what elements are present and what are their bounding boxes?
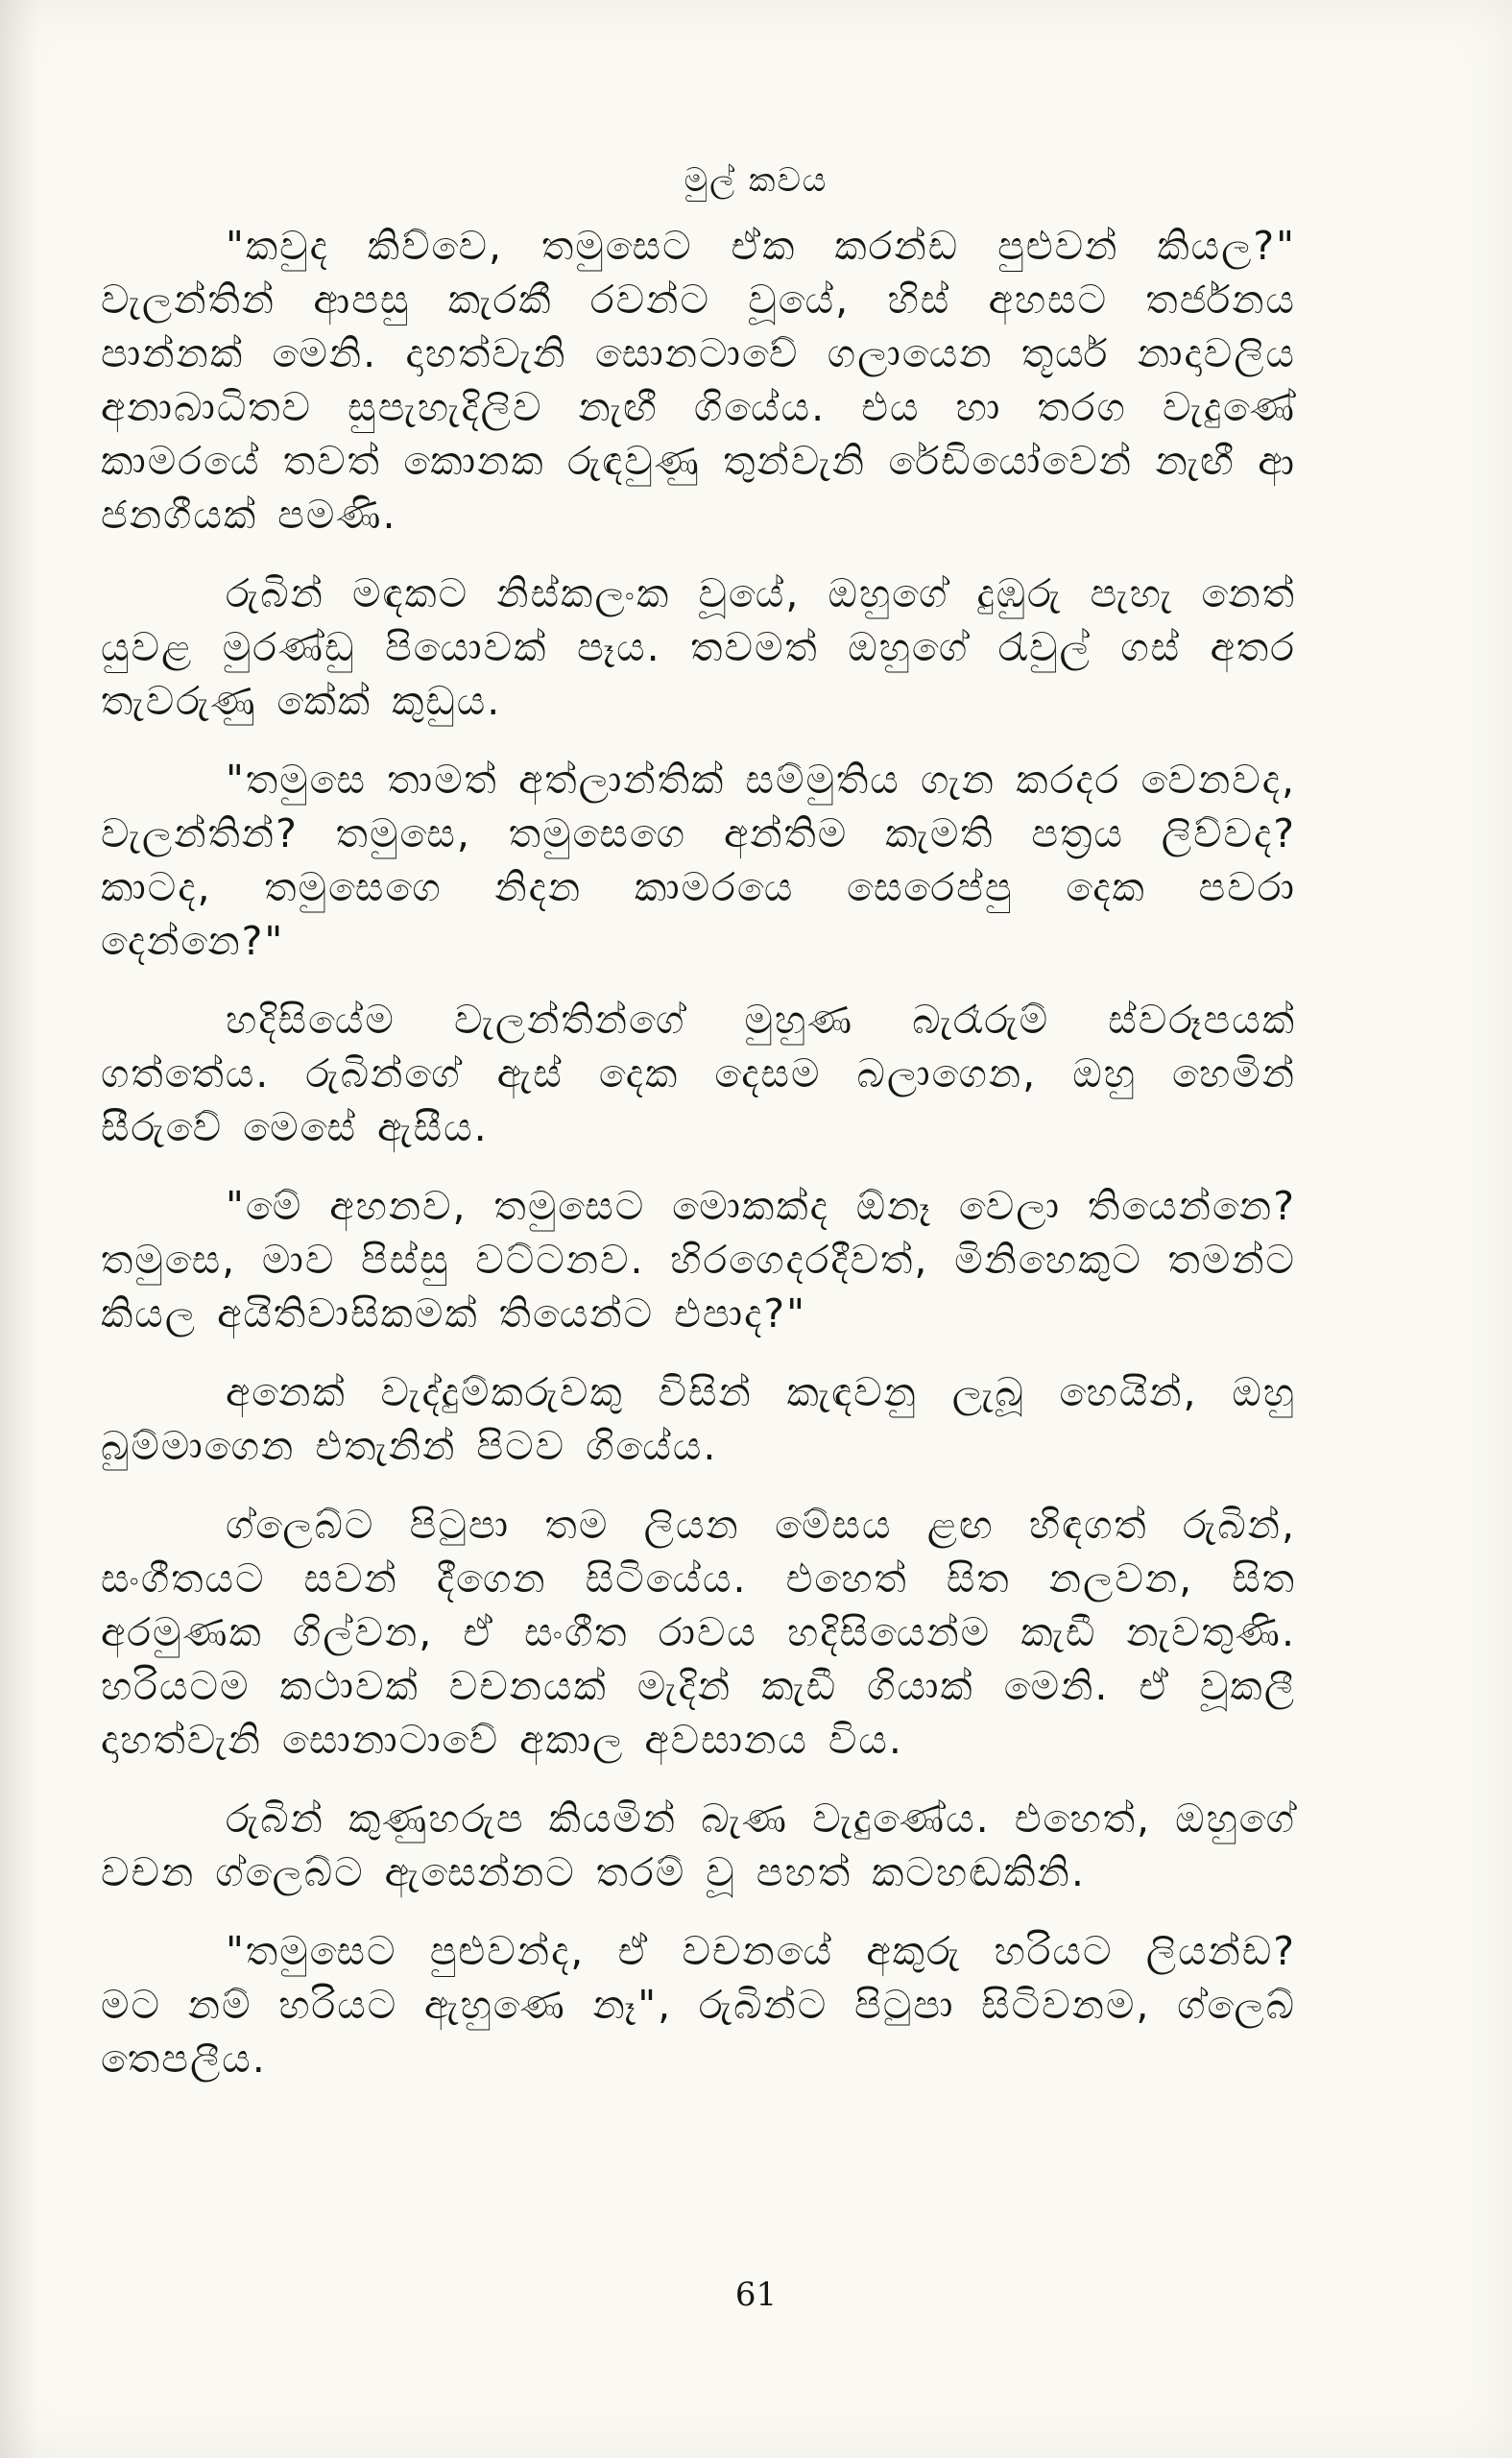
paragraph: "කවුද කිව්වෙ, තමුසෙට ඒක කරන්ඩ පුළුවන් කියල?" වැලන්තින් ආපසු කැරකී රවන්ට වූයේ, හිස් අහසට තර්ජනය පාන්නක් මෙනි. දාහත්වැනි සොනටාවේ ගලායෙන තූර්ය නාදාවලිය අනාබාධිතව සුපැහැදිලිව නැඟී ගියේය. එය හා තරග වැදුණේ කාමරයේ තවත් කොනක රුඳවුණු තුන්වැනි රේඩියෝවෙන් නැඟී ආ ජනගීයක් පමණි. bbox=[101, 223, 1296, 538]
paragraph: ග්ලෙබ්ට පිටුපා තම ලියන මේසය ළඟ හිඳගත් රුබින්, සංගීතයට සවන් දීගෙන සිටියේය. එහෙත් සිත නලවන, සිත අරමුණක ගිල්වන, ඒ සංගීත රාවය හදිසියෙන්ම කැඩී නැවතුණි. හරියටම කථාවක් වචනයක් මැදින් කැඩී ගියාක් මෙනි. ඒ වූකලී දාහත්වැනි සොනාටාවේ අකාල අවසානය විය. bbox=[101, 1502, 1296, 1763]
body-text bbox=[101, 219, 1296, 2110]
paragraph: හදිසියේම වැලන්තින්ගේ මුහුණ බැරෑරුම් ස්වරූපයක් ගත්තේය. රුබින්ගේ ඇස් දෙක දෙසම බලාගෙන, ඔහු හෙමින් සීරුවේ මෙසේ ඇසීය. bbox=[101, 997, 1296, 1150]
running-header: මුල් කවය bbox=[684, 161, 828, 200]
paragraph: රුබින් මඳකට නිස්කලංක වූයේ, ඔහුගේ දුඹුරු පැහැ නෙත් යුවළ මුරණ්ඩු පියොවක් පෑය. තවමත් ඔහුගේ රැවුල් ගස් අතර තැවරුණු කේක් කුඩුය. bbox=[101, 570, 1296, 724]
paragraph: "තමුසෙ තාමත් අත්ලාන්තික් සම්මුතිය ගැන කරදර වෙනවද, වැලන්තින්? තමුසෙ, තමුසෙගෙ අන්තිම කැමති පත්‍රය ලිව්වද? කාටද, තමුසෙගෙ නිදන කාමරයෙ සෙරෙප්පු දෙක පවරා දෙන්නෙ?" bbox=[101, 757, 1296, 964]
page-spine-shadow bbox=[0, 0, 38, 2458]
page-number: 61 bbox=[734, 2276, 778, 2314]
paragraph: "තමුසෙට පුළුවන්ද, ඒ වචනයේ අකුරු හරියට ලියන්ඩ? මට නම් හරියට ඇහුණෙ නෑ", රුබින්ට පිටුපා සිටිවනම, ග්ලෙබ් තෙපලීය. bbox=[101, 1928, 1296, 2082]
paragraph: අනෙක් වැද්දුම්කරුවකු විසින් කැඳවනු ලැබූ හෙයින්, ඔහු බුම්මාගෙන එතැනින් පිටව ගියේය. bbox=[101, 1369, 1296, 1469]
paragraph: "මේ අහනව, තමුසෙට මොකක්ද ඕනෑ වෙලා තියෙන්නෙ? තමුසෙ, මාව පිස්සු වට්ටනව. හිරගෙදරදීවත්, මිනිහෙකුට තමන්ට කියල අයිතිවාසිකමක් තියෙන්ට එපාද?" bbox=[101, 1183, 1296, 1337]
paragraph: රුබින් කුණුහරුප කියමින් බැණ වැදුණේය. එහෙත්, ඔහුගේ වචන ග්ලෙබ්ට ඇසෙන්නට තරම් වූ පහත් කටහඬකිනි. bbox=[101, 1795, 1296, 1895]
